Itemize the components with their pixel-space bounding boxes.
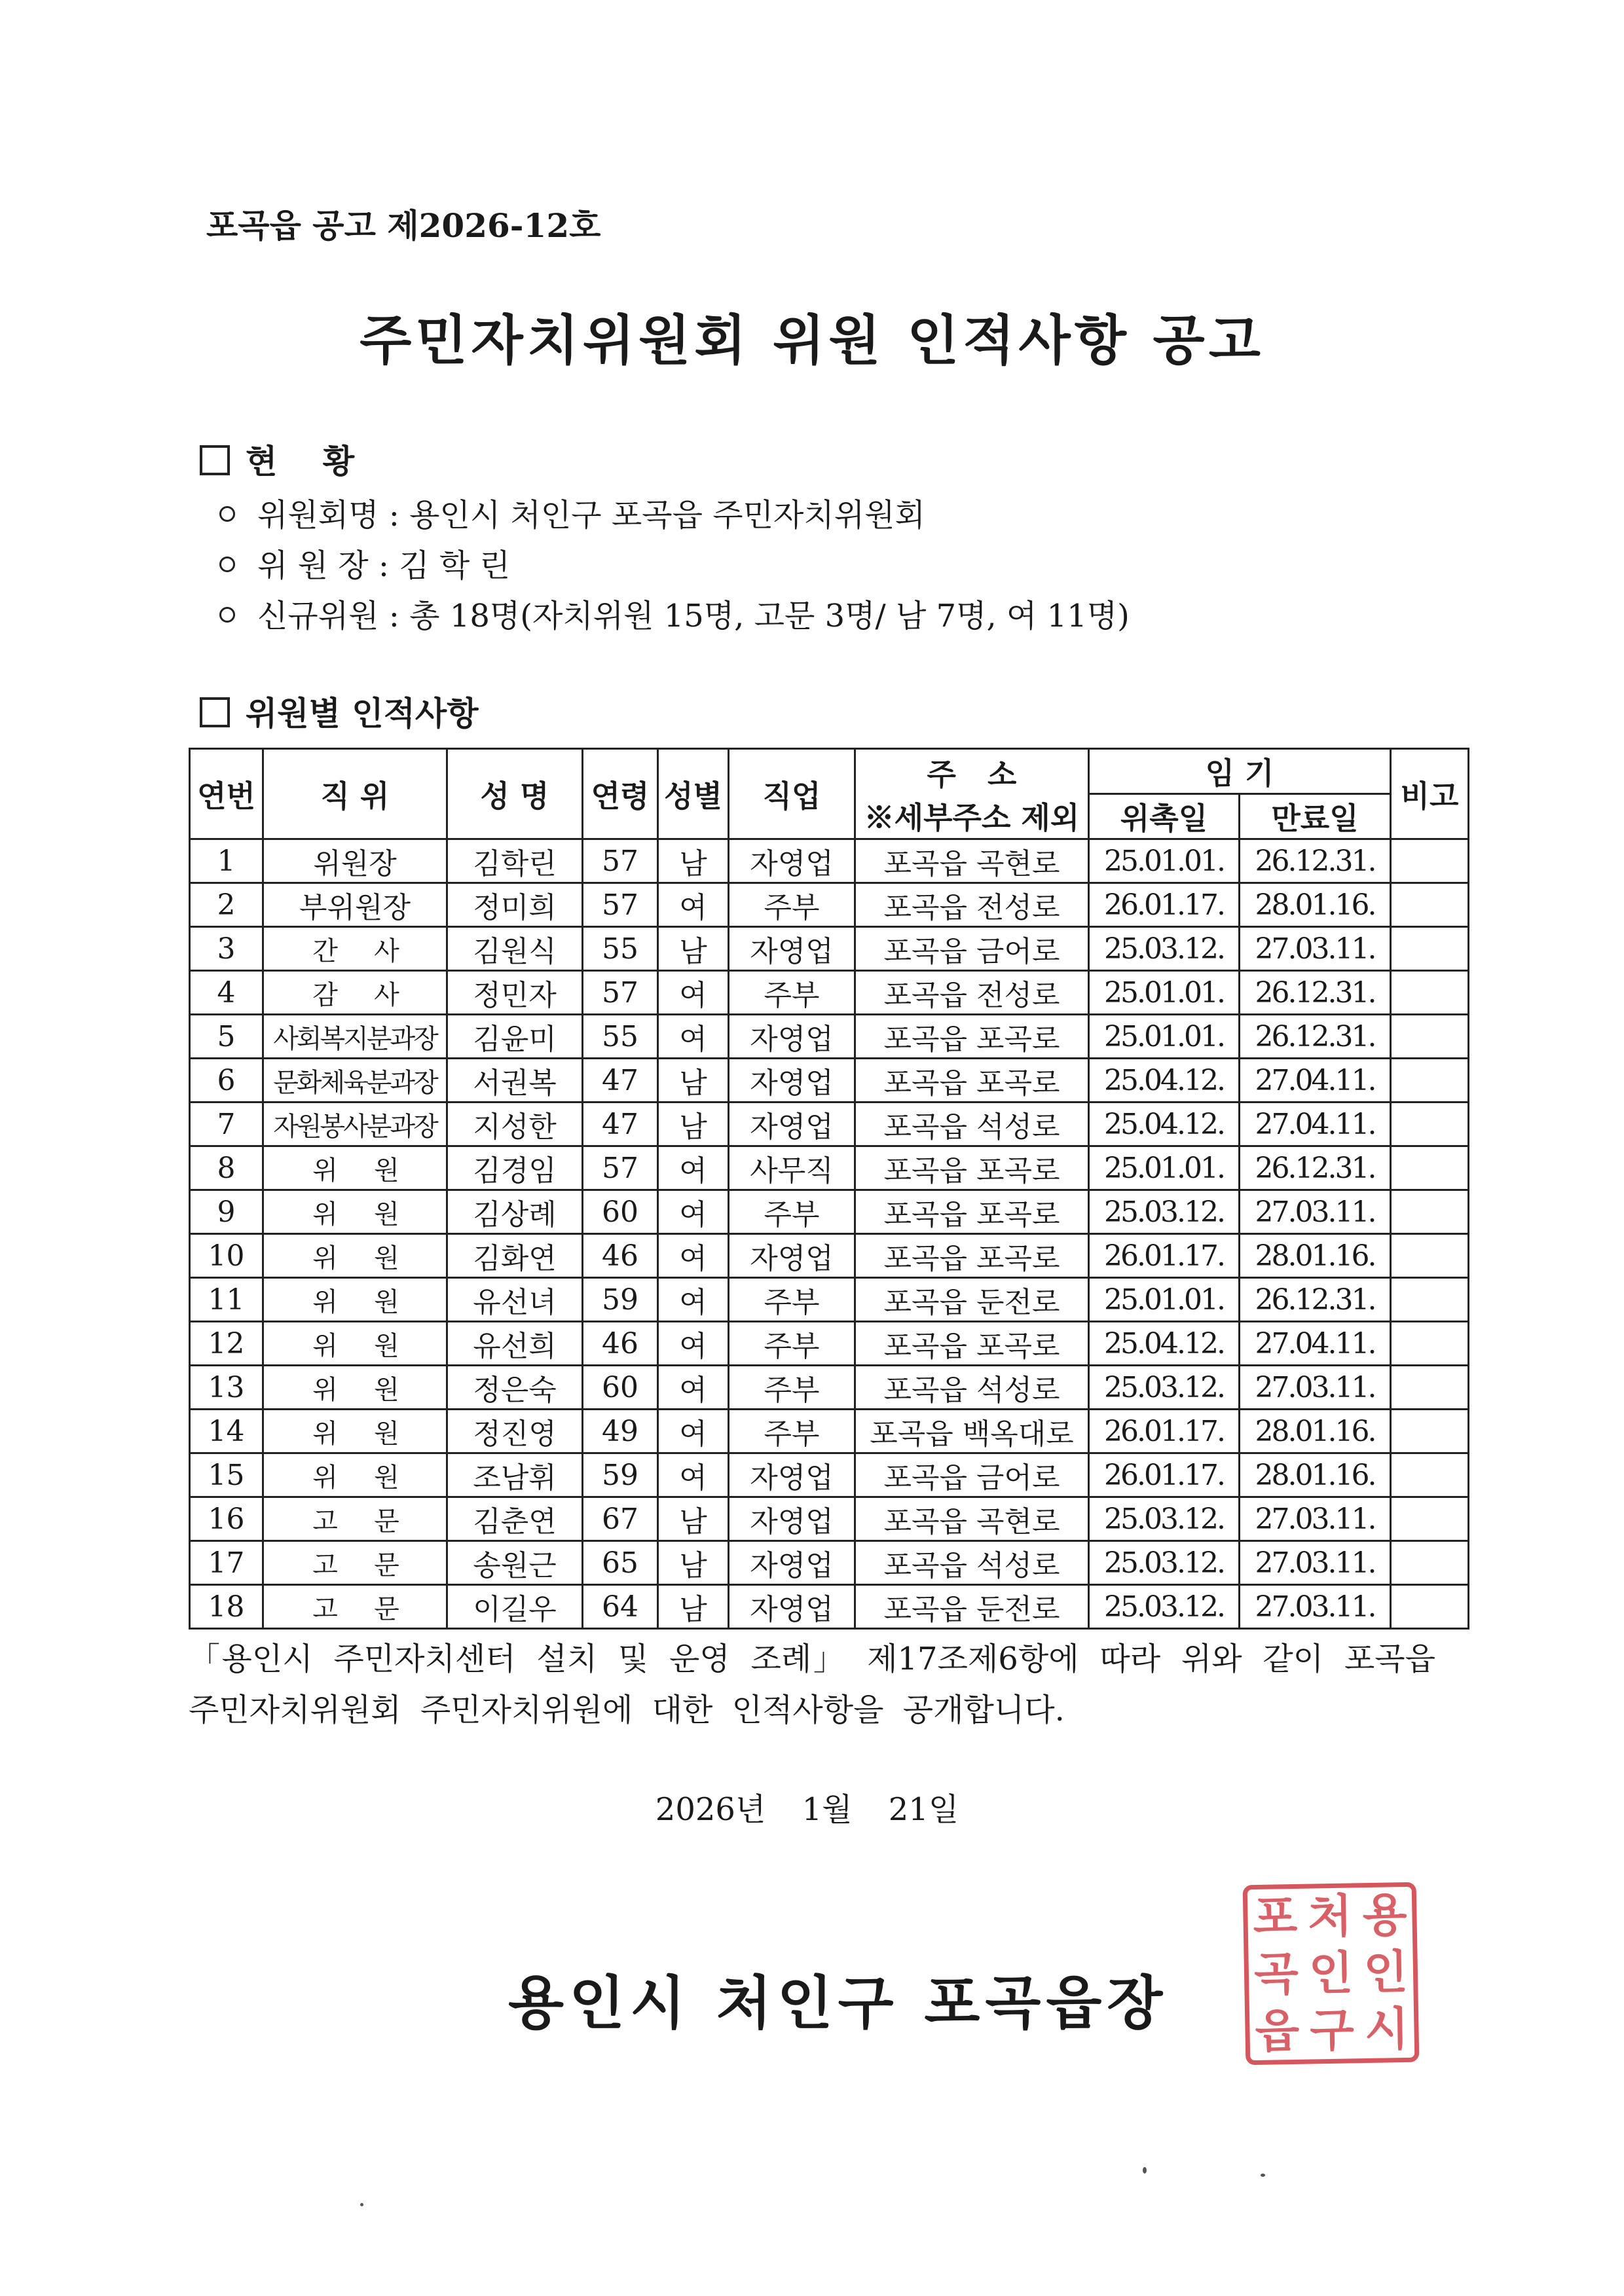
cell-start-date: 26.01.17. xyxy=(1089,883,1240,927)
cell-age: 64 xyxy=(583,1585,658,1629)
cell-start-date: 25.03.12. xyxy=(1089,1585,1240,1629)
cell-name: 이길우 xyxy=(447,1585,583,1629)
cell-name: 조남휘 xyxy=(447,1453,583,1497)
cell-gender: 여 xyxy=(658,1453,729,1497)
cell-start-date: 25.03.12. xyxy=(1089,1541,1240,1585)
bullet-circle-icon xyxy=(219,556,235,572)
cell-no: 13 xyxy=(190,1366,263,1410)
cell-job: 자영업 xyxy=(729,1234,855,1278)
cell-position: 위 원 xyxy=(263,1322,447,1366)
cell-gender: 남 xyxy=(658,1102,729,1146)
cell-gender: 여 xyxy=(658,1410,729,1453)
header-address xyxy=(855,749,1089,839)
cell-end-date: 28.01.16. xyxy=(1240,883,1391,927)
cell-address: 포곡읍 석성로 xyxy=(855,1366,1089,1410)
cell-start-date: 25.04.12. xyxy=(1089,1322,1240,1366)
cell-address: 포곡읍 금어로 xyxy=(855,927,1089,971)
cell-gender: 여 xyxy=(658,1190,729,1234)
cell-address: 포곡읍 포곡로 xyxy=(855,1015,1089,1059)
table-row xyxy=(190,1541,1469,1585)
cell-address: 포곡읍 석성로 xyxy=(855,1102,1089,1146)
cell-address: 포곡읍 포곡로 xyxy=(855,1322,1089,1366)
seal-glyph: 인 xyxy=(1308,1945,1354,2001)
seal-glyph: 포 xyxy=(1252,1889,1298,1945)
scan-speck xyxy=(360,2203,363,2206)
cell-name: 지성한 xyxy=(447,1102,583,1146)
cell-name: 송원근 xyxy=(447,1541,583,1585)
cell-age: 57 xyxy=(583,883,658,927)
table-row xyxy=(190,1102,1469,1146)
header-position: 직 위 xyxy=(263,749,447,839)
cell-address: 포곡읍 곡현로 xyxy=(855,839,1089,883)
section-members-heading xyxy=(200,687,479,735)
bullet-circle-icon xyxy=(219,607,235,623)
header-remarks: 비고 xyxy=(1391,749,1469,839)
cell-age: 60 xyxy=(583,1190,658,1234)
cell-name: 김원식 xyxy=(447,927,583,971)
cell-address: 포곡읍 전성로 xyxy=(855,883,1089,927)
cell-start-date: 25.01.01. xyxy=(1089,1146,1240,1190)
cell-name: 김상례 xyxy=(447,1190,583,1234)
cell-job: 사무직 xyxy=(729,1146,855,1190)
cell-remarks xyxy=(1391,1059,1469,1102)
cell-start-date: 25.01.01. xyxy=(1089,1278,1240,1322)
cell-start-date: 25.01.01. xyxy=(1089,971,1240,1015)
cell-name: 유선녀 xyxy=(447,1278,583,1322)
cell-address: 포곡읍 포곡로 xyxy=(855,1059,1089,1102)
cell-position: 자원봉사분과장 xyxy=(263,1102,447,1146)
cell-position: 고 문 xyxy=(263,1541,447,1585)
table-row xyxy=(190,1015,1469,1059)
cell-name: 유선희 xyxy=(447,1322,583,1366)
section-members-label: 위원별 인적사항 xyxy=(246,694,479,733)
cell-position: 위 원 xyxy=(263,1410,447,1453)
cell-age: 57 xyxy=(583,839,658,883)
seal-glyph: 용 xyxy=(1362,1887,1408,1943)
cell-end-date: 28.01.16. xyxy=(1240,1410,1391,1453)
cell-position: 위 원 xyxy=(263,1190,447,1234)
cell-address: 포곡읍 금어로 xyxy=(855,1453,1089,1497)
cell-age: 46 xyxy=(583,1234,658,1278)
cell-address: 포곡읍 포곡로 xyxy=(855,1146,1089,1190)
seal-glyph: 인 xyxy=(1363,1944,1409,2000)
cell-gender: 남 xyxy=(658,1497,729,1541)
cell-remarks xyxy=(1391,839,1469,883)
cell-name: 서권복 xyxy=(447,1059,583,1102)
cell-start-date: 25.03.12. xyxy=(1089,927,1240,971)
cell-job: 자영업 xyxy=(729,1059,855,1102)
table-row xyxy=(190,1190,1469,1234)
cell-end-date: 27.03.11. xyxy=(1240,1190,1391,1234)
cell-end-date: 27.04.11. xyxy=(1240,1059,1391,1102)
cell-remarks xyxy=(1391,1102,1469,1146)
cell-start-date: 25.01.01. xyxy=(1089,839,1240,883)
cell-age: 55 xyxy=(583,1015,658,1059)
section-status-heading xyxy=(200,435,354,483)
scan-speck xyxy=(1261,2174,1265,2177)
cell-end-date: 27.03.11. xyxy=(1240,1497,1391,1541)
cell-end-date: 27.03.11. xyxy=(1240,1541,1391,1585)
cell-gender: 여 xyxy=(658,1146,729,1190)
cell-gender: 여 xyxy=(658,883,729,927)
cell-job: 자영업 xyxy=(729,1497,855,1541)
table-row xyxy=(190,1453,1469,1497)
cell-start-date: 25.04.12. xyxy=(1089,1059,1240,1102)
cell-end-date: 26.12.31. xyxy=(1240,1015,1391,1059)
cell-name: 김경임 xyxy=(447,1146,583,1190)
cell-position: 위원장 xyxy=(263,839,447,883)
cell-job: 주부 xyxy=(729,1190,855,1234)
cell-no: 10 xyxy=(190,1234,263,1278)
cell-position: 사회복지분과장 xyxy=(263,1015,447,1059)
section-status-label: 현 황 xyxy=(246,442,355,481)
cell-position: 위 원 xyxy=(263,1234,447,1278)
cell-age: 60 xyxy=(583,1366,658,1410)
cell-start-date: 25.03.12. xyxy=(1089,1497,1240,1541)
cell-start-date: 25.03.12. xyxy=(1089,1190,1240,1234)
cell-position: 부위원장 xyxy=(263,883,447,927)
cell-remarks xyxy=(1391,1410,1469,1453)
status-item-chairman xyxy=(219,540,510,585)
cell-job: 자영업 xyxy=(729,1015,855,1059)
cell-age: 49 xyxy=(583,1410,658,1453)
official-seal-stamp xyxy=(1243,1882,1420,2066)
cell-position: 문화체육분과장 xyxy=(263,1059,447,1102)
cell-age: 67 xyxy=(583,1497,658,1541)
cell-name: 김학린 xyxy=(447,839,583,883)
cell-position: 위 원 xyxy=(263,1146,447,1190)
seal-glyph: 구 xyxy=(1309,2002,1355,2058)
cell-age: 47 xyxy=(583,1102,658,1146)
header-term: 임 기 xyxy=(1089,749,1391,794)
cell-end-date: 26.12.31. xyxy=(1240,1278,1391,1322)
cell-position: 고 문 xyxy=(263,1497,447,1541)
cell-end-date: 26.12.31. xyxy=(1240,839,1391,883)
cell-no: 17 xyxy=(190,1541,263,1585)
table-row xyxy=(190,1278,1469,1322)
cell-remarks xyxy=(1391,1278,1469,1322)
cell-job: 자영업 xyxy=(729,1541,855,1585)
cell-gender: 남 xyxy=(658,927,729,971)
cell-gender: 여 xyxy=(658,971,729,1015)
cell-address: 포곡읍 포곡로 xyxy=(855,1234,1089,1278)
checkbox-square-icon xyxy=(200,445,230,475)
cell-gender: 남 xyxy=(658,839,729,883)
cell-start-date: 26.01.17. xyxy=(1089,1234,1240,1278)
scan-speck xyxy=(1143,2167,1147,2174)
cell-name: 정진영 xyxy=(447,1410,583,1453)
cell-remarks xyxy=(1391,1146,1469,1190)
cell-position: 위 원 xyxy=(263,1453,447,1497)
cell-name: 정은숙 xyxy=(447,1366,583,1410)
cell-remarks xyxy=(1391,1585,1469,1629)
table-row xyxy=(190,1497,1469,1541)
cell-gender: 여 xyxy=(658,1015,729,1059)
header-end-date: 만료일 xyxy=(1240,794,1391,839)
cell-no: 11 xyxy=(190,1278,263,1322)
cell-job: 자영업 xyxy=(729,1453,855,1497)
header-address-label: 주 소 xyxy=(927,756,1017,792)
table-row xyxy=(190,1059,1469,1102)
cell-address: 포곡읍 백옥대로 xyxy=(855,1410,1089,1453)
table-row xyxy=(190,883,1469,927)
cell-job: 주부 xyxy=(729,1410,855,1453)
seal-glyph: 시 xyxy=(1364,2001,1410,2057)
cell-age: 57 xyxy=(583,971,658,1015)
cell-job: 주부 xyxy=(729,1278,855,1322)
cell-address: 포곡읍 곡현로 xyxy=(855,1497,1089,1541)
table-row xyxy=(190,839,1469,883)
cell-gender: 여 xyxy=(658,1278,729,1322)
header-address-note: ※세부주소 제외 xyxy=(864,799,1080,835)
table-row xyxy=(190,1146,1469,1190)
table-row xyxy=(190,1410,1469,1453)
seal-glyph: 읍 xyxy=(1254,2003,1300,2059)
cell-remarks xyxy=(1391,927,1469,971)
cell-end-date: 26.12.31. xyxy=(1240,971,1391,1015)
cell-age: 57 xyxy=(583,1146,658,1190)
cell-remarks xyxy=(1391,971,1469,1015)
bullet-circle-icon xyxy=(219,506,235,522)
cell-gender: 남 xyxy=(658,1541,729,1585)
cell-gender: 여 xyxy=(658,1322,729,1366)
cell-position: 고 문 xyxy=(263,1585,447,1629)
cell-age: 55 xyxy=(583,927,658,971)
cell-position: 위 원 xyxy=(263,1278,447,1322)
header-job: 직업 xyxy=(729,749,855,839)
cell-end-date: 28.01.16. xyxy=(1240,1453,1391,1497)
status-item-text: 신규위원 : 총 18명(자치위원 15명, 고문 3명/ 남 7명, 여 11명) xyxy=(257,598,1130,634)
table-row xyxy=(190,1234,1469,1278)
legal-basis-paragraph: 「용인시 주민자치센터 설치 및 운영 조례」 제17조제6항에 따라 위와 같이 포곡읍 주민자치위원회 주민자치위원에 대한 인적사항을 공개합니다. xyxy=(189,1641,1435,1728)
document-title: 주민자치위원회 위원 인적사항 공고 xyxy=(360,309,1264,372)
cell-remarks xyxy=(1391,1322,1469,1366)
cell-end-date: 27.03.11. xyxy=(1240,927,1391,971)
cell-end-date: 27.03.11. xyxy=(1240,1585,1391,1629)
cell-job: 주부 xyxy=(729,883,855,927)
cell-start-date: 26.01.17. xyxy=(1089,1453,1240,1497)
status-item-text: 위원회명 : 용인시 처인구 포곡읍 주민자치위원회 xyxy=(257,497,925,534)
cell-remarks xyxy=(1391,1234,1469,1278)
cell-job: 자영업 xyxy=(729,1102,855,1146)
cell-no: 3 xyxy=(190,927,263,971)
cell-no: 7 xyxy=(190,1102,263,1146)
notice-number: 포곡읍 공고 제2026-12호 xyxy=(206,206,601,245)
cell-remarks xyxy=(1391,1015,1469,1059)
cell-end-date: 28.01.16. xyxy=(1240,1234,1391,1278)
cell-start-date: 26.01.17. xyxy=(1089,1410,1240,1453)
cell-address: 포곡읍 석성로 xyxy=(855,1541,1089,1585)
cell-remarks xyxy=(1391,1541,1469,1585)
cell-job: 자영업 xyxy=(729,1585,855,1629)
cell-start-date: 25.04.12. xyxy=(1089,1102,1240,1146)
cell-remarks xyxy=(1391,1366,1469,1410)
cell-age: 59 xyxy=(583,1453,658,1497)
table-row xyxy=(190,1585,1469,1629)
cell-job: 주부 xyxy=(729,1366,855,1410)
notice-date: 2026년 1월 21일 xyxy=(655,1791,959,1828)
cell-gender: 남 xyxy=(658,1585,729,1629)
cell-end-date: 27.03.11. xyxy=(1240,1366,1391,1410)
cell-end-date: 26.12.31. xyxy=(1240,1146,1391,1190)
checkbox-square-icon xyxy=(200,697,230,727)
cell-name: 정미희 xyxy=(447,883,583,927)
header-no: 연번 xyxy=(190,749,263,839)
cell-remarks xyxy=(1391,883,1469,927)
cell-name: 정민자 xyxy=(447,971,583,1015)
header-name: 성 명 xyxy=(447,749,583,839)
seal-glyph: 처 xyxy=(1307,1888,1353,1944)
table-row xyxy=(190,971,1469,1015)
cell-remarks xyxy=(1391,1497,1469,1541)
cell-no: 4 xyxy=(190,971,263,1015)
members-table xyxy=(189,748,1469,1630)
cell-age: 46 xyxy=(583,1322,658,1366)
cell-no: 16 xyxy=(190,1497,263,1541)
cell-position: 위 원 xyxy=(263,1366,447,1410)
table-row xyxy=(190,1322,1469,1366)
header-age: 연령 xyxy=(583,749,658,839)
cell-position: 간 사 xyxy=(263,927,447,971)
cell-position: 감 사 xyxy=(263,971,447,1015)
cell-remarks xyxy=(1391,1190,1469,1234)
cell-no: 1 xyxy=(190,839,263,883)
status-item-committee xyxy=(219,490,925,535)
cell-gender: 여 xyxy=(658,1234,729,1278)
cell-name: 김윤미 xyxy=(447,1015,583,1059)
cell-start-date: 25.01.01. xyxy=(1089,1015,1240,1059)
cell-end-date: 27.04.11. xyxy=(1240,1322,1391,1366)
cell-no: 15 xyxy=(190,1453,263,1497)
cell-no: 5 xyxy=(190,1015,263,1059)
table-row xyxy=(190,1366,1469,1410)
header-start-date: 위촉일 xyxy=(1089,794,1240,839)
cell-address: 포곡읍 둔전로 xyxy=(855,1278,1089,1322)
header-gender: 성별 xyxy=(658,749,729,839)
cell-job: 주부 xyxy=(729,1322,855,1366)
cell-name: 김화연 xyxy=(447,1234,583,1278)
cell-no: 9 xyxy=(190,1190,263,1234)
cell-job: 주부 xyxy=(729,971,855,1015)
cell-no: 14 xyxy=(190,1410,263,1453)
cell-address: 포곡읍 둔전로 xyxy=(855,1585,1089,1629)
cell-age: 47 xyxy=(583,1059,658,1102)
cell-remarks xyxy=(1391,1453,1469,1497)
cell-end-date: 27.04.11. xyxy=(1240,1102,1391,1146)
cell-address: 포곡읍 전성로 xyxy=(855,971,1089,1015)
cell-no: 12 xyxy=(190,1322,263,1366)
cell-no: 18 xyxy=(190,1585,263,1629)
cell-no: 6 xyxy=(190,1059,263,1102)
cell-no: 2 xyxy=(190,883,263,927)
cell-name: 김춘연 xyxy=(447,1497,583,1541)
status-item-new-members xyxy=(219,591,1130,636)
cell-job: 자영업 xyxy=(729,839,855,883)
cell-gender: 남 xyxy=(658,1059,729,1102)
cell-start-date: 25.03.12. xyxy=(1089,1366,1240,1410)
cell-no: 8 xyxy=(190,1146,263,1190)
members-table-body xyxy=(190,839,1469,1629)
table-row xyxy=(190,927,1469,971)
cell-address: 포곡읍 포곡로 xyxy=(855,1190,1089,1234)
cell-gender: 여 xyxy=(658,1366,729,1410)
cell-age: 65 xyxy=(583,1541,658,1585)
cell-age: 59 xyxy=(583,1278,658,1322)
seal-glyph: 곡 xyxy=(1253,1946,1299,2002)
status-item-text: 위 원 장 : 김 학 린 xyxy=(257,547,510,584)
issuer-signature: 용인시 처인구 포곡읍장 xyxy=(508,1969,1168,2037)
cell-job: 자영업 xyxy=(729,927,855,971)
